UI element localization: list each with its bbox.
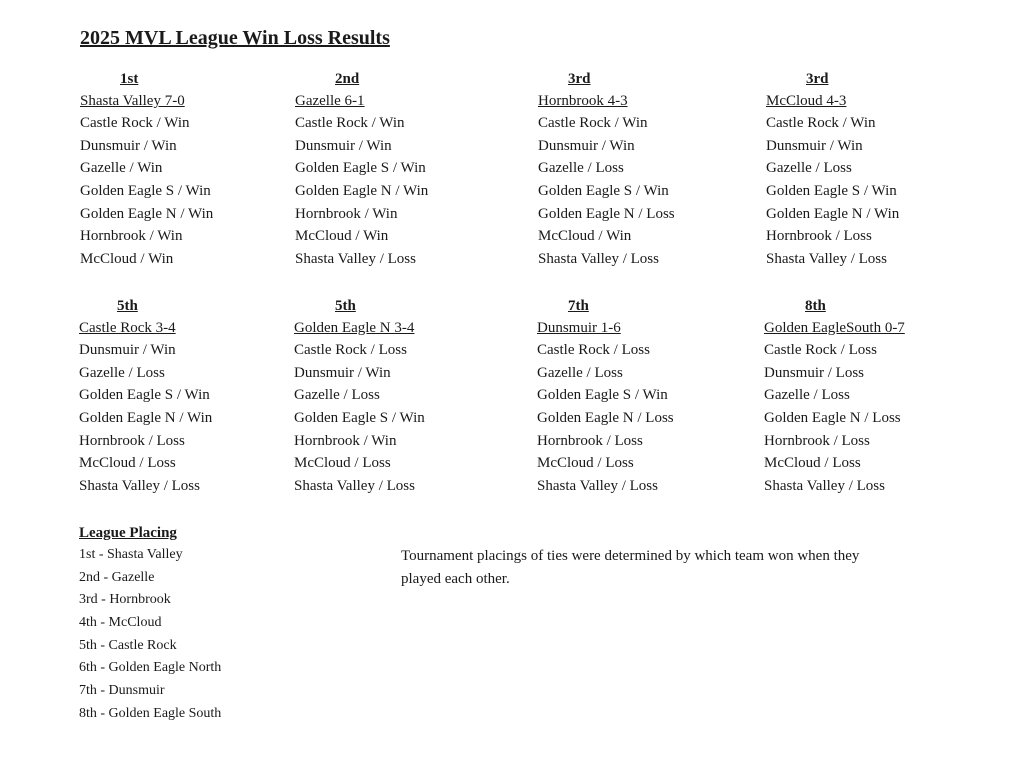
league-placing — [79, 522, 221, 726]
results-list — [764, 339, 994, 498]
place-label: 3rd — [806, 71, 829, 87]
results-list — [295, 112, 525, 271]
placing-item: 4th - McCloud — [79, 615, 162, 631]
result-item: Golden Eagle N / Win — [79, 410, 213, 427]
result-item: Golden Eagle S / Win — [537, 387, 668, 404]
team-record: Golden EagleSouth 0-7 — [764, 320, 905, 336]
result-item: Golden Eagle S / Win — [295, 160, 426, 177]
result-item: Golden Eagle N / Loss — [538, 205, 675, 222]
result-item: Hornbrook / Loss — [79, 432, 185, 449]
result-item: Castle Rock / Win — [766, 115, 876, 131]
result-item: Castle Rock / Win — [295, 115, 405, 131]
result-item: Castle Rock / Loss — [294, 342, 407, 358]
placing-item: 5th - Castle Rock — [79, 637, 177, 653]
placing-item: 7th - Dunsmuir — [79, 683, 165, 699]
result-item: Castle Rock / Win — [538, 115, 648, 131]
result-item: Golden Eagle N / Win — [80, 205, 214, 222]
result-item: McCloud / Win — [80, 251, 174, 268]
results-list — [537, 339, 767, 498]
result-item: Gazelle / Loss — [766, 160, 852, 177]
placing-item: 2nd - Gazelle — [79, 569, 155, 585]
result-item: Shasta Valley / Loss — [537, 478, 658, 495]
result-item: Gazelle / Loss — [294, 387, 380, 404]
team-block-3 — [538, 68, 768, 271]
page-title: 2025 MVL League Win Loss Results — [80, 27, 390, 49]
result-item: Hornbrook / Win — [295, 205, 398, 222]
place-label: 3rd — [568, 71, 591, 87]
result-item: McCloud / Loss — [537, 455, 634, 472]
result-item: Hornbrook / Win — [294, 432, 397, 449]
result-item: Golden Eagle S / Win — [294, 410, 425, 427]
result-item: Shasta Valley / Loss — [764, 478, 885, 495]
results-list — [538, 112, 768, 271]
result-item: Dunsmuir / Win — [79, 342, 176, 358]
result-item: Golden Eagle S / Win — [766, 183, 897, 200]
result-item: Dunsmuir / Win — [766, 137, 863, 154]
result-item: Golden Eagle S / Win — [79, 387, 210, 404]
placing-item: 3rd - Hornbrook — [79, 592, 171, 608]
place-label: 1st — [120, 71, 139, 87]
result-item: McCloud / Loss — [764, 455, 861, 472]
result-item: Gazelle / Loss — [764, 387, 850, 404]
team-block-1 — [80, 68, 310, 271]
result-item: Golden Eagle N / Loss — [764, 410, 901, 427]
result-item: Golden Eagle N / Win — [766, 205, 900, 222]
result-item: McCloud / Loss — [79, 455, 176, 472]
result-item: Hornbrook / Loss — [766, 228, 872, 245]
team-record: McCloud 4-3 — [766, 93, 847, 109]
result-item: Golden Eagle S / Win — [538, 183, 669, 200]
place-label: 5th — [335, 298, 356, 314]
result-item: Gazelle / Loss — [538, 160, 624, 177]
team-block-7 — [537, 295, 767, 498]
team-block-6 — [294, 295, 524, 498]
team-block-5 — [79, 295, 309, 498]
result-item: McCloud / Win — [538, 228, 632, 245]
result-item: Castle Rock / Loss — [764, 342, 877, 358]
league-placing-heading: League Placing — [79, 525, 177, 541]
results-list — [79, 339, 309, 498]
result-item: Shasta Valley / Loss — [79, 478, 200, 495]
result-item: Dunsmuir / Win — [294, 364, 391, 381]
placing-item: 6th - Golden Eagle North — [79, 660, 222, 676]
results-list — [80, 112, 310, 271]
result-item: Shasta Valley / Loss — [294, 478, 415, 495]
result-item: Gazelle / Win — [80, 160, 163, 177]
result-item: Shasta Valley / Loss — [295, 251, 416, 268]
result-item: Gazelle / Loss — [79, 364, 165, 381]
placing-item: 8th - Golden Eagle South — [79, 705, 222, 721]
place-label: 8th — [805, 298, 826, 314]
team-record: Gazelle 6-1 — [295, 93, 365, 109]
result-item: Gazelle / Loss — [537, 364, 623, 381]
place-label: 5th — [117, 298, 138, 314]
result-item: Dunsmuir / Win — [295, 137, 392, 154]
team-record: Shasta Valley 7-0 — [80, 93, 185, 109]
result-item: Shasta Valley / Loss — [766, 251, 887, 268]
team-record: Dunsmuir 1-6 — [537, 320, 621, 336]
team-record: Hornbrook 4-3 — [538, 93, 628, 109]
results-list — [766, 112, 996, 271]
team-block-2 — [295, 68, 525, 271]
result-item: Golden Eagle N / Loss — [537, 410, 674, 427]
placing-list — [79, 544, 221, 726]
place-label: 7th — [568, 298, 589, 314]
result-item: Golden Eagle S / Win — [80, 183, 211, 200]
placing-item: 1st - Shasta Valley — [79, 547, 183, 562]
place-label: 2nd — [335, 71, 360, 87]
team-block-8 — [764, 295, 994, 498]
result-item: McCloud / Loss — [294, 455, 391, 472]
result-item: Dunsmuir / Win — [80, 137, 177, 154]
result-item: Hornbrook / Win — [80, 228, 183, 245]
result-item: Dunsmuir / Win — [538, 137, 635, 154]
result-item: Hornbrook / Loss — [764, 432, 870, 449]
result-item: Hornbrook / Loss — [537, 432, 643, 449]
result-item: McCloud / Win — [295, 228, 389, 245]
team-record: Golden Eagle N 3-4 — [294, 320, 415, 336]
result-item: Golden Eagle N / Win — [295, 183, 429, 200]
result-item: Castle Rock / Loss — [537, 342, 650, 358]
result-item: Shasta Valley / Loss — [538, 251, 659, 268]
tie-note: Tournament placings of ties were determined by which team won when they played each other. — [401, 548, 860, 587]
team-record: Castle Rock 3-4 — [79, 320, 176, 336]
result-item: Castle Rock / Win — [80, 115, 190, 131]
team-block-4 — [766, 68, 996, 271]
result-item: Dunsmuir / Loss — [764, 364, 865, 381]
results-list — [294, 339, 524, 498]
